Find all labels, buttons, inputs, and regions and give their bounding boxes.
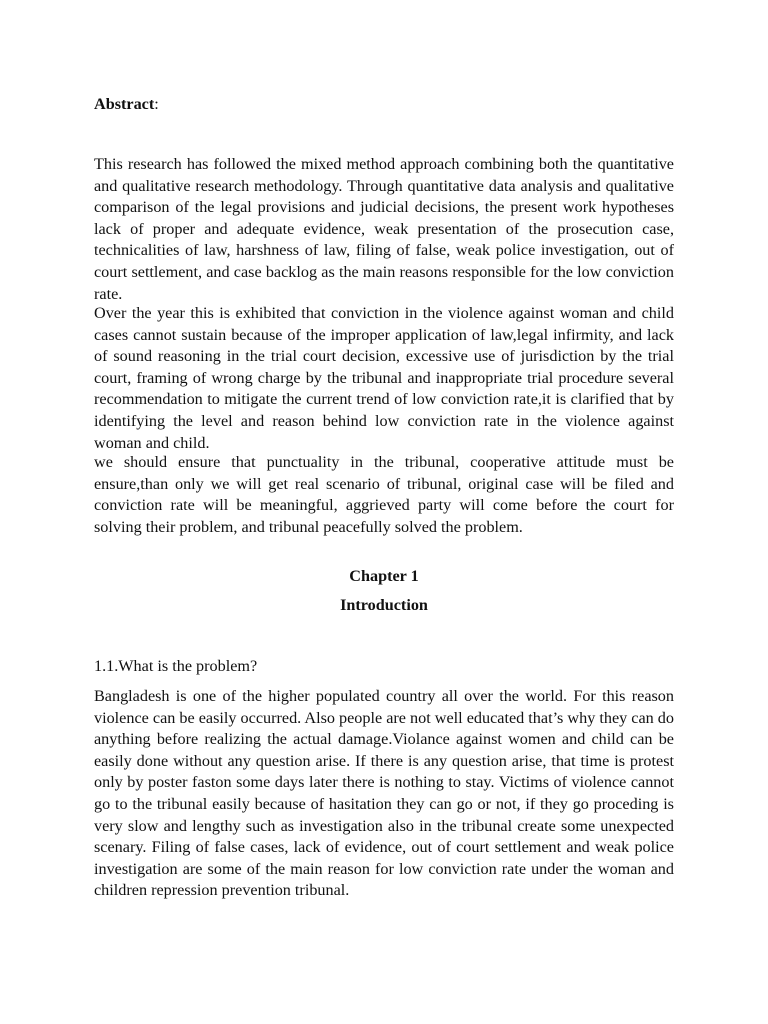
abstract-heading (94, 94, 159, 116)
abstract-paragraph-3: we should ensure that punctuality in the tribunal, cooperative attitude must be ensure,than only we will get real scenario of tribunal, original case will be filed and conviction rate will be meaningful, aggrieved party will come before the court for solving their problem, and tribunal peacefully solved the problem. (94, 453, 674, 536)
abstract-heading-text: Abstract (94, 95, 155, 113)
chapter-title: Introduction (340, 596, 428, 614)
abstract-paragraph-2: Over the year this is exhibited that conviction in the violence against woman and child cases cannot sustain because of the improper application of law,legal infirmity, and lack of sound reasoning in the trial court decision, excessive use of jurisdiction by the trial court, framing of wrong charge by the tribunal and inappropriate trial procedure several recommendation to mitigate the current trend of low conviction rate,it is clarified that by identifying the level and reason behind low conviction rate in the violence against woman and child. (94, 304, 674, 452)
section-heading: 1.1.What is the problem? (94, 657, 258, 675)
abstract-heading-colon: : (154, 95, 159, 113)
chapter-heading: Chapter 1 (349, 567, 419, 585)
abstract-paragraph-1: This research has followed the mixed method approach combining both the quantitative and qualitative research methodology. Through quantitative data analysis and qualitative comparison of the legal provisions and judicial decisions, the present work hypotheses lack of proper and adequate evidence, weak presentation of the prosecution case, technicalities of law, harshness of law, filing of false, weak police investigation, out of court settlement, and case backlog as the main reasons responsible for the low conviction rate. (94, 155, 674, 303)
section-paragraph: Bangladesh is one of the higher populated country all over the world. For this reason violence can be easily occurred. Also people are not well educated that’s why they can do anything before realizing the actual damage.Violance against women and child can be easily done without any question arise. If there is any question arise, that time is protest only by poster faston some days later there is nothing to stay. Victims of violence cannot go to the tribunal easily because of hasitation they can go or not, if they go proceding is very slow and lengthy such as investigation also in the tribunal create some unexpected scenary. Filing of false cases, lack of evidence, out of court settlement and weak police investigation are some of the main reason for low conviction rate under the woman and children repression prevention tribunal. (94, 687, 674, 900)
